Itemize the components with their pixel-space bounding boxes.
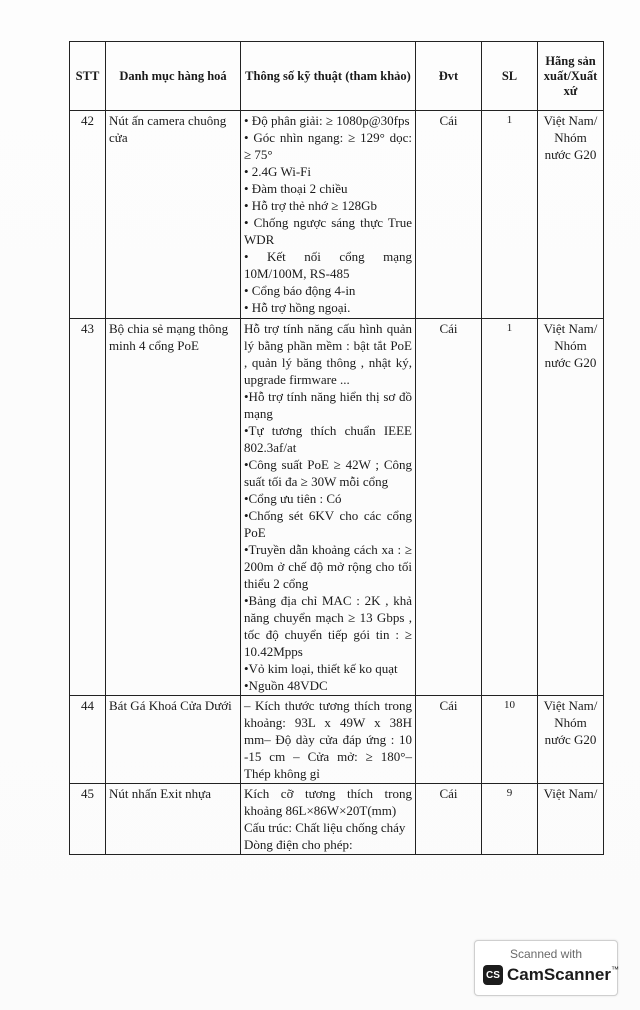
spec-line: •Cổng ưu tiên : Có <box>244 491 342 506</box>
spec-line: Hỗ trợ tính năng cấu hình quản lý bằng phần mềm : bật tắt PoE , quản lý băng thông , nhật ký, upgrade firmware ... <box>244 321 412 387</box>
spec-line: • Độ phân giải: ≥ 1080p@30fps <box>244 113 410 128</box>
row-origin: Việt Nam/ Nhóm nước G20 <box>538 111 604 319</box>
spec-line: Kích cỡ tương thích trong khoảng 86L×86W×20T(mm) <box>244 786 412 818</box>
row-origin: Việt Nam/ Nhóm nước G20 <box>538 696 604 784</box>
row-origin: Việt Nam/ <box>538 784 604 855</box>
spec-line: •Công suất PoE ≥ 42W ; Công suất tối đa ≥ 30W mỗi cổng <box>244 457 412 489</box>
row-spec <box>241 696 416 784</box>
row-stt: 44 <box>70 696 106 784</box>
row-name: Nút nhấn Exit nhựa <box>106 784 241 855</box>
spec-line: • Hỗ trợ thẻ nhớ ≥ 128Gb <box>244 198 378 213</box>
header-spec: Thông số kỹ thuật (tham khảo) <box>241 42 416 111</box>
row-unit: Cái <box>416 696 482 784</box>
spec-line: • Góc nhìn ngang: ≥ 129° dọc: ≥ 75° <box>244 130 412 162</box>
header-stt: STT <box>70 42 106 111</box>
table-header-row <box>70 42 604 111</box>
spec-line: Dòng điện cho phép: <box>244 837 353 852</box>
row-qty: 1 <box>482 319 538 696</box>
trademark-symbol: ™ <box>610 965 619 974</box>
spec-line: •Vỏ kim loại, thiết kế ko quạt <box>244 661 398 676</box>
watermark-caption: Scanned with <box>509 947 583 961</box>
row-qty: 10 <box>482 696 538 784</box>
row-stt: 45 <box>70 784 106 855</box>
header-unit: Đvt <box>416 42 482 111</box>
row-spec <box>241 319 416 696</box>
spec-line: • Cổng báo động 4-in <box>244 283 356 298</box>
row-origin: Việt Nam/ Nhóm nước G20 <box>538 319 604 696</box>
spec-line: Cấu trúc: Chất liệu chống cháy <box>244 820 406 835</box>
row-qty: 1 <box>482 111 538 319</box>
spec-line: •Truyền dẫn khoảng cách xa : ≥ 200m ở chế độ mở rộng cho tối thiểu 2 cổng <box>244 542 412 591</box>
table-row <box>70 319 604 696</box>
row-spec <box>241 111 416 319</box>
row-stt: 43 <box>70 319 106 696</box>
header-origin: Hãng sản xuất/Xuất xứ <box>538 42 604 111</box>
camscanner-watermark <box>474 940 618 996</box>
camscanner-logo-icon: CS <box>483 965 503 985</box>
row-name: Bát Gá Khoá Cửa Dưới <box>106 696 241 784</box>
spec-line: • Đàm thoại 2 chiều <box>244 181 348 196</box>
row-unit: Cái <box>416 111 482 319</box>
row-name: Bộ chia sẻ mạng thông minh 4 cổng PoE <box>106 319 241 696</box>
row-unit: Cái <box>416 319 482 696</box>
watermark-brand: CamScanner <box>507 965 611 984</box>
table-row <box>70 784 604 855</box>
row-stt: 42 <box>70 111 106 319</box>
spec-line: • 2.4G Wi-Fi <box>244 164 311 179</box>
watermark-brand-row <box>483 965 619 985</box>
row-unit: Cái <box>416 784 482 855</box>
spec-line: •Bảng địa chỉ MAC : 2K , khả năng chuyển mạch ≥ 13 Gbps , tốc độ chuyển tiếp gói tin : ≥ 10.42Mpps <box>244 593 412 659</box>
spec-line: •Hỗ trợ tính năng hiển thị sơ đồ mạng <box>244 389 412 421</box>
row-spec <box>241 784 416 855</box>
header-qty: SL <box>482 42 538 111</box>
specification-table <box>69 41 604 855</box>
spec-line: • Hỗ trợ hồng ngoại. <box>244 300 351 315</box>
spec-line: •Nguồn 48VDC <box>244 678 328 693</box>
spec-line: – Kích thước tương thích trong khoảng: 93L x 49W x 38H mm– Độ dày cửa đáp ứng : 10 -15 cm – Cửa mở: ≥ 180°– Thép không gỉ <box>244 698 412 781</box>
header-name: Danh mục hàng hoá <box>106 42 241 111</box>
table-row <box>70 111 604 319</box>
spec-line: •Tự tương thích chuẩn IEEE 802.3af/at <box>244 423 412 455</box>
row-qty: 9 <box>482 784 538 855</box>
row-name: Nút ấn camera chuông cửa <box>106 111 241 319</box>
spec-line: • Chống ngược sáng thực True WDR <box>244 215 412 247</box>
spec-line: • Kết nối cổng mạng 10M/100M, RS-485 <box>244 249 412 281</box>
spec-line: •Chống sét 6KV cho các cổng PoE <box>244 508 412 540</box>
table-row <box>70 696 604 784</box>
